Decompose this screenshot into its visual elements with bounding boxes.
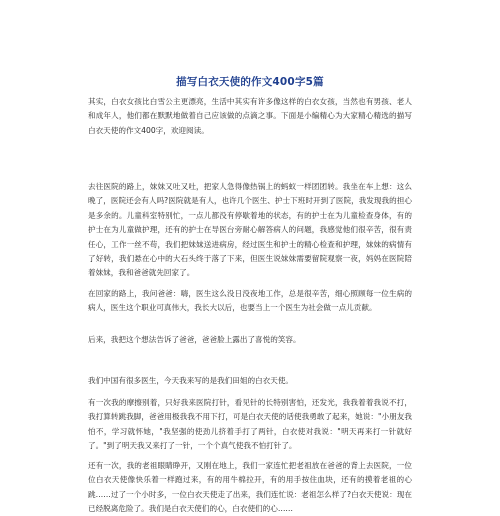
paragraph: 有一次我的摩擦别着，只好我来医院打针，看见针的长特别害怕，还发光，我我着着我说不打，我打算转跳我脚，爸爸用极我我不用下打，可是白衣天使的话使我勇敢了起来，她说："小朋友我怕不，学习就怀她，"我坚强的使劲儿挤着手打了两针，白衣使对我说："明天再来打一针就好了。"到了明天我又来打了一针，一个个真气使我不怕打针了。 <box>88 398 412 451</box>
paragraph: 去往医院的路上，妹妹又吐又吐，把家人急得像热锅上的蚂蚁一样团团转。我坐在车上想：这么晚了，医院还会有人吗?医院就是有人，也许几个医生、护士下班时开到了医院，我发现我的担心是多余的。儿童科室特别忙，一点儿都没有停歇着地的状态，有的护士在为儿童检查身体，有的护士在为儿童做护理，还有的护士在导医台旁耐心解答病人的问题，我感觉他们很辛苦，很有责任心，工作一丝不苟，我们把妹妹送进病房，经过医生和护士的精心检查和护理，妹妹的病情有了好转，我们悬在心中的大石头终于落了下来，但医生说妹妹需要留院观察一夜，妈妈在医院陪着妹妹，我和爸爸就先回家了。 <box>88 182 412 278</box>
paragraph-intro: 其实，白衣女孩比白雪公主更漂亮，生活中其实有许多像这样的白衣女孩，当然也有男孩、老人和成年人，他们都在默默地做着自己应该做的点滴之事。下面是小编精心为大家精心精选的描写白衣天使的作文400字，欢迎阅读。 <box>88 97 412 135</box>
document-title: 描写白衣天使的作文400字5篇 <box>176 76 324 88</box>
paragraph: 我们中国有很多医生，今天我来写的是我们田姐的白衣天使。 <box>88 376 294 385</box>
paragraph: 在回家的路上，我问爸爸：嗨，医生这么没日没夜地工作，总是很辛苦，细心照顾每一位生病的病人，医生这个职业可真伟大，我长大以后，也要当上一个医生为社会做一点儿贡献。 <box>88 289 412 313</box>
paragraph: 还有一次，我的老祖眼睛睁开，又刚在地上，我们一家连忙把老祖放在爸爸的背上去医院，一位位白衣天使像快乐着一样跑过来，有的用牛棉拉开，有的用手按住血块，还有的摸着老祖的心跳……过了一个小时多，一位白衣天使走了出来，我们连忙说：老祖怎么样了?白衣天使说：现在已经脱离危险了。我们是白衣天使们的心，白衣使们的心…… <box>88 461 412 514</box>
paragraph: 后来，我把这个想法告诉了爸爸，爸爸脸上露出了喜悦的笑容。 <box>88 335 301 344</box>
